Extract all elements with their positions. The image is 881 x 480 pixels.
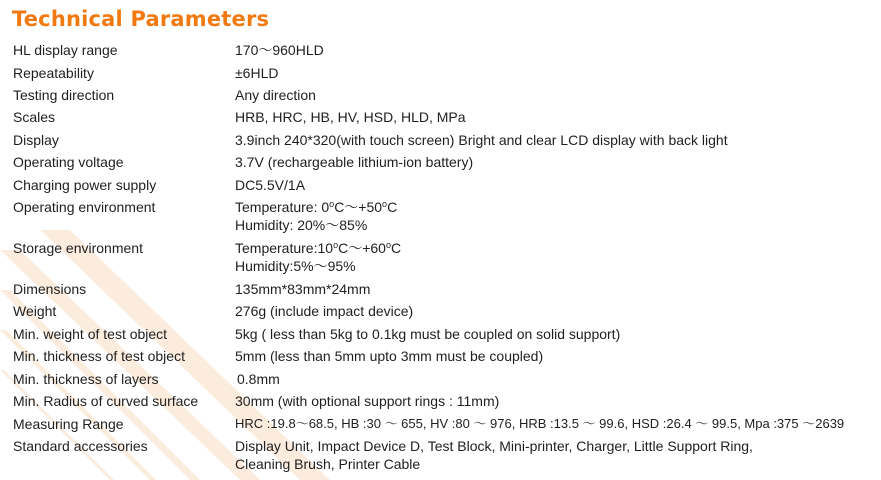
spec-label: Charging power supply <box>13 177 157 193</box>
spec-value: 3.7V (rechargeable lithium-ion battery) <box>235 154 474 170</box>
accessories-line-1: Display Unit, Impact Device D, Test Block, Mini-printer, Charger, Little Support Ring, <box>235 438 753 454</box>
spec-label: Dimensions <box>13 281 87 297</box>
spec-label: Scales <box>13 109 56 125</box>
spec-value: DC5.5V/1A <box>235 177 306 193</box>
spec-label: Measuring Range <box>13 416 124 432</box>
humidity-line: Humidity:5%～95% <box>235 258 356 274</box>
spec-value: HRC :19.8～68.5, HB :30 ～ 655, HV :80 ～ 976, HRB :13.5 ～ 99.6, HSD :26.4 ～ 99.5, Mpa :375 ～2639 <box>235 416 845 431</box>
spec-value <box>235 239 401 275</box>
spec-label: Min. weight of test object <box>13 326 168 342</box>
page-title: Technical Parameters <box>12 7 270 31</box>
spec-value <box>235 437 753 473</box>
spec-value: 5kg ( less than 5kg to 0.1kg must be coupled on solid support) <box>235 326 621 342</box>
spec-label: Storage environment <box>13 240 143 256</box>
spec-value: 135mm*83mm*24mm <box>235 281 371 297</box>
spec-value: HRB, HRC, HB, HV, HSD, HLD, MPa <box>235 109 466 125</box>
humidity-line: Humidity: 20%～85% <box>235 217 368 233</box>
spec-value: 5mm (less than 5mm upto 3mm must be coupled) <box>235 348 544 364</box>
spec-value: ±6HLD <box>235 65 279 81</box>
spec-value: 3.9inch 240*320(with touch screen) Bright and clear LCD display with back light <box>235 132 728 148</box>
spec-value <box>235 198 397 234</box>
spec-value: 0.8mm <box>237 371 280 387</box>
spec-value: 30mm (with optional support rings : 11mm) <box>235 393 500 409</box>
spec-label: Display <box>13 132 59 148</box>
temperature-line: $Temperature:10^oC\sim+60^oC$ <box>235 240 402 256</box>
spec-value: 276g (include impact device) <box>235 303 414 319</box>
spec-label: Testing direction <box>13 87 115 103</box>
spec-label: Operating environment <box>13 199 156 215</box>
spec-label: Min. thickness of test object <box>13 348 185 364</box>
spec-label: Min. thickness of layers <box>13 371 159 387</box>
spec-label: HL display range <box>13 42 118 58</box>
temperature-line: Temperature: $0^oC\sim+50^oC$ <box>235 199 398 215</box>
spec-value: 170～960HLD <box>235 42 324 58</box>
spec-label: Repeatability <box>13 65 94 81</box>
spec-value: Any direction <box>235 87 316 103</box>
spec-label: Operating voltage <box>13 154 124 170</box>
spec-label: Standard accessories <box>13 438 148 454</box>
accessories-line-2: Cleaning Brush, Printer Cable <box>235 456 421 472</box>
spec-label: Min. Radius of curved surface <box>13 393 199 409</box>
spec-label: Weight <box>13 303 57 319</box>
